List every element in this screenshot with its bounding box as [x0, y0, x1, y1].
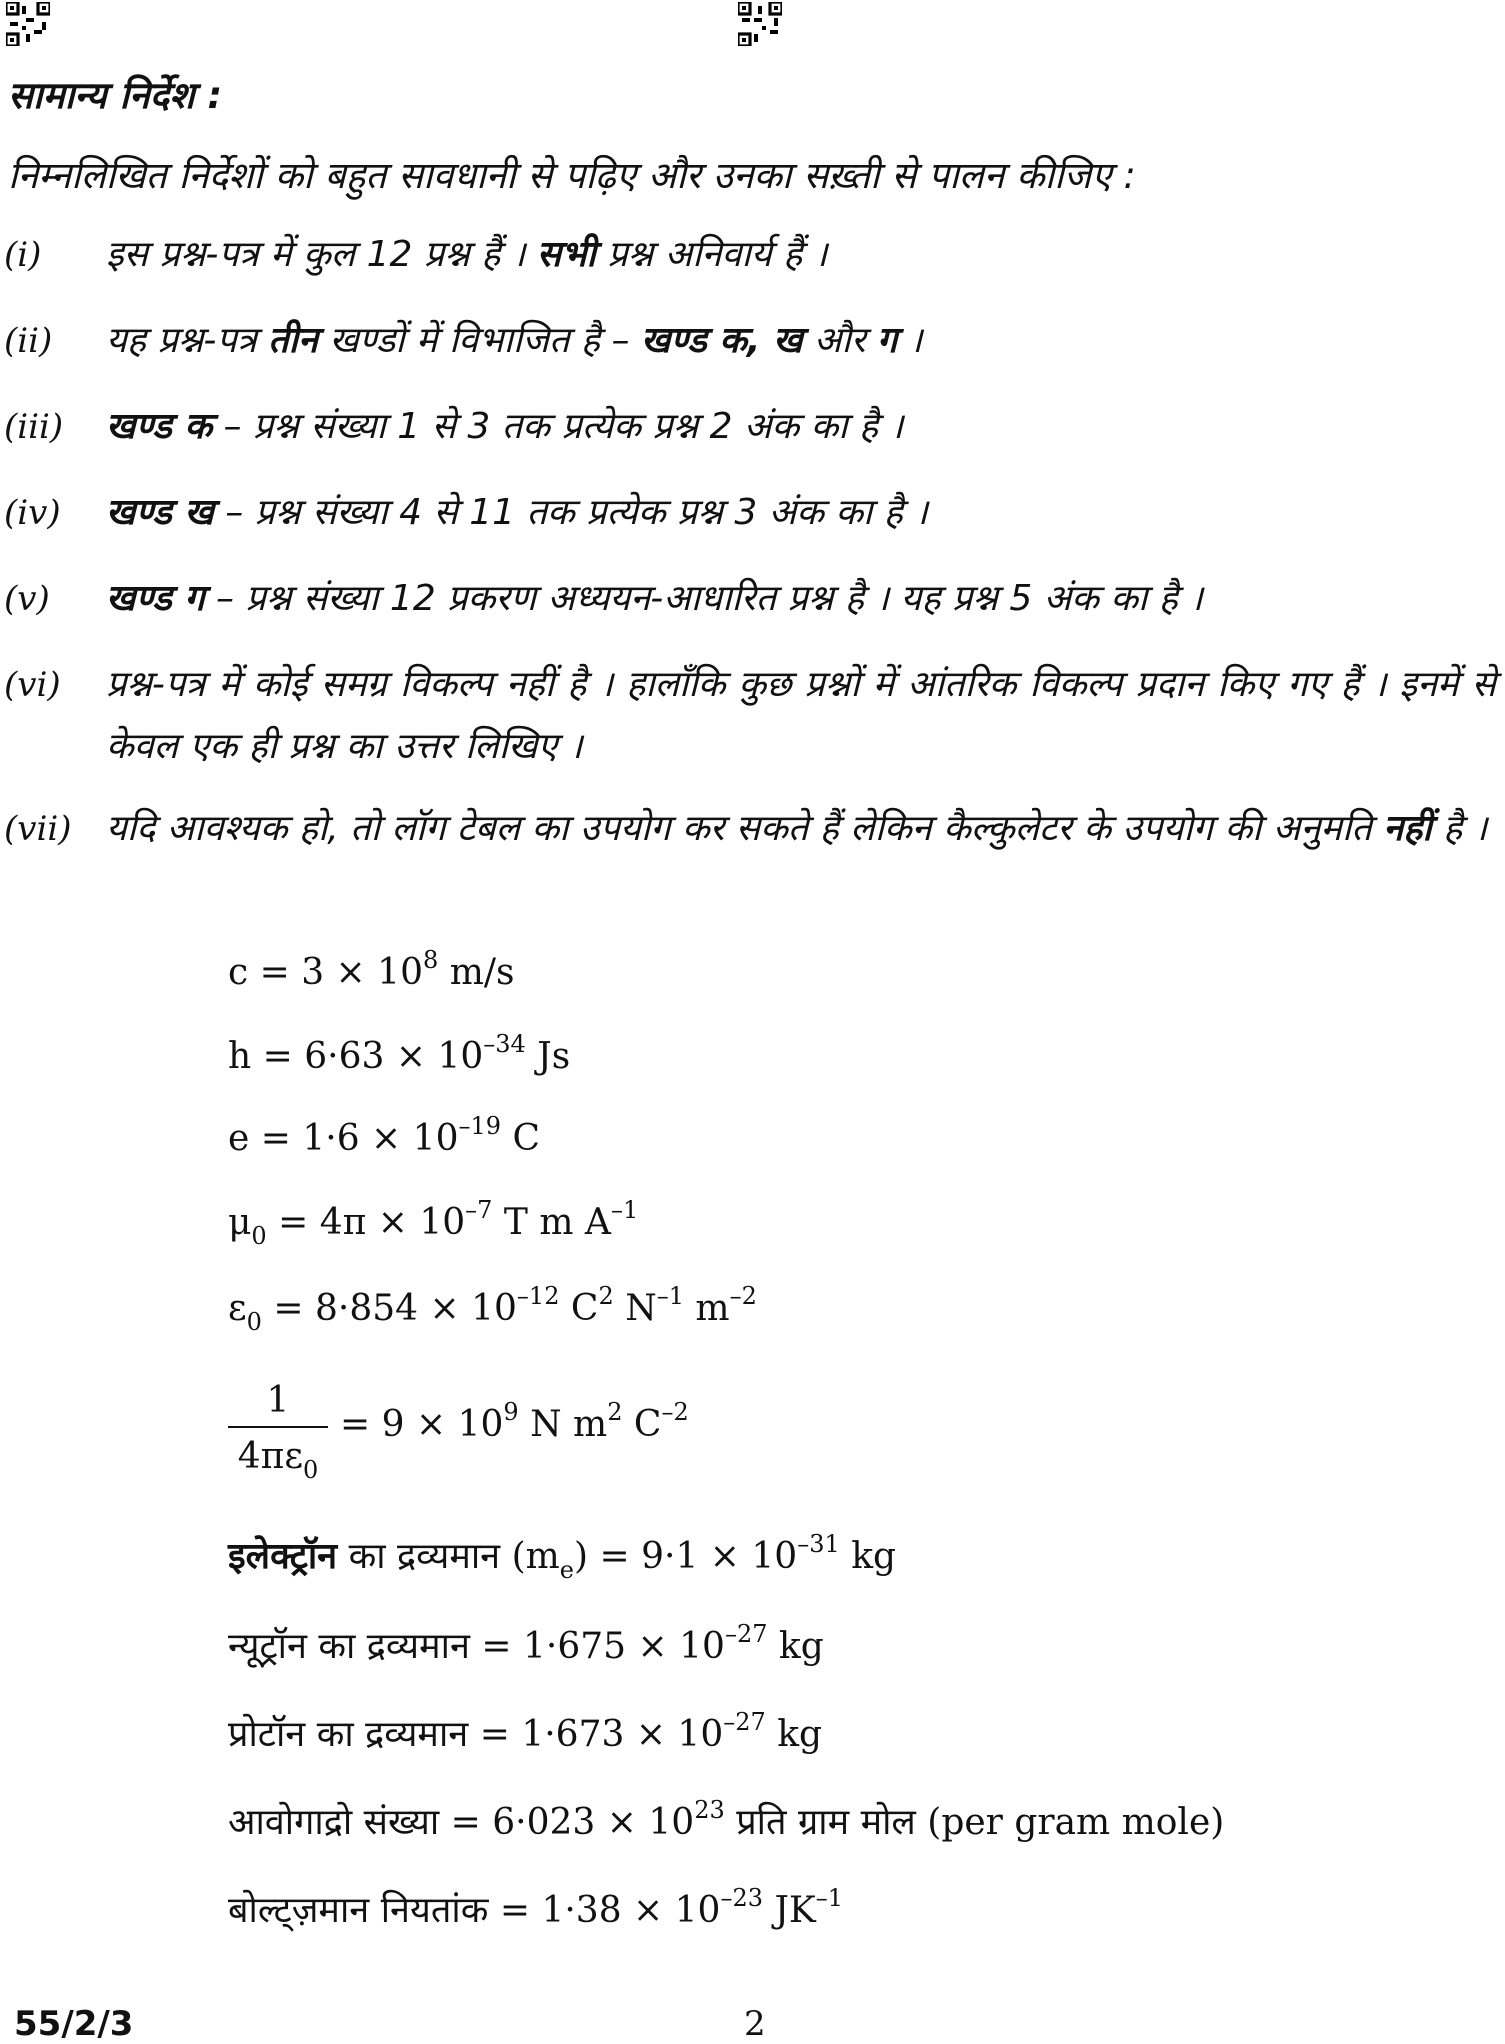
instruction-emphasis: तीन — [268, 320, 318, 361]
instruction-fragment: – प्रश्न संख्या 1 से 3 तक प्रत्येक प्रश्न 2 अंक का है । — [212, 406, 904, 447]
constant-coulomb: 1 $4\pi\varepsilon_0$ = $9 \times 10^9$ N $m^2$ $C^{-2}$ — [228, 1378, 928, 1488]
instruction-text — [106, 482, 1496, 544]
constant-electron-mass: इलेक्ट्रॉन का द्रव्यमान $(m_e) = 9\cdot 1 \times 10^{-31}$ kg — [228, 1530, 897, 1584]
instruction-emphasis: खण्ड क — [106, 406, 212, 447]
instruction-emphasis: खण्ड ख — [106, 492, 214, 533]
instruction-fragment: है । — [1431, 808, 1488, 849]
constant-permittivity: $\varepsilon_0 = 8\cdot 854 \times 10^{-12}$ $C^2$ $N^{-1}$ $m^{-2}$ — [228, 1282, 757, 1336]
instruction-emphasis: खण्ड ग — [106, 578, 205, 619]
instruction-number: (iv) — [4, 493, 61, 533]
instruction-number: (v) — [4, 579, 50, 619]
constant-neutron-mass: न्यूट्रॉन का द्रव्यमान = $1\cdot 675 \times 10^{-27}$ kg — [228, 1620, 824, 1667]
paper-code: 55/2/3 — [14, 2004, 134, 2044]
instruction-fragment: । — [897, 320, 923, 361]
instruction-emphasis: सभी — [536, 234, 596, 275]
instruction-number: (vi) — [4, 665, 61, 705]
instruction-number: (ii) — [4, 321, 53, 361]
instruction-number: (iii) — [4, 407, 64, 447]
instruction-number: (i) — [4, 235, 42, 275]
instruction-emphasis: ग — [877, 320, 898, 361]
general-instructions-heading: सामान्य निर्देश : — [8, 74, 223, 117]
instruction-emphasis: खण्ड क, ख — [640, 320, 803, 361]
instruction-number: (vii) — [4, 809, 72, 849]
instruction-fragment: यह प्रश्न-पत्र — [106, 320, 269, 361]
instruction-fragment: और — [802, 320, 878, 361]
instruction-fragment: इस प्रश्न-पत्र में कुल 12 प्रश्न हैं । — [106, 234, 537, 275]
instruction-fragment: खण्डों में विभाजित है – — [317, 320, 641, 361]
constant-boltzmann: बोल्ट्ज़मान नियतांक = $1\cdot 38 \times 10^{-23}$ $JK^{-1}$ — [228, 1884, 844, 1931]
instruction-text — [106, 798, 1496, 860]
instruction-text — [106, 396, 1496, 458]
instruction-text — [106, 310, 1496, 372]
qr-code-icon — [6, 2, 50, 46]
instruction-fragment: – प्रश्न संख्या 12 प्रकरण अध्ययन-आधारित प्रश्न है । यह प्रश्न 5 अंक का है । — [204, 578, 1203, 619]
page-number: 2 — [744, 2004, 766, 2044]
fraction: 1 $4\pi\varepsilon_0$ — [228, 1378, 328, 1480]
constant-avogadro: आवोगाद्रो संख्या = $6\cdot 023 \times 10^{23}$ प्रति ग्राम मोल (per gram mole) — [228, 1796, 1225, 1843]
qr-code-icon — [738, 2, 782, 46]
instruction-fragment: यदि आवश्यक हो, तो लॉग टेबल का उपयोग कर सकते हैं लेकिन कैल्कुलेटर के उपयोग की अनुमति — [106, 808, 1384, 849]
instructions-intro: निम्नलिखित निर्देशों को बहुत सावधानी से पढ़िए और उनका सख़्ती से पालन कीजिए : — [8, 154, 1136, 197]
constant-proton-mass: प्रोटॉन का द्रव्यमान = $1\cdot 673 \times 10^{-27}$ kg — [228, 1708, 823, 1755]
instruction-text — [106, 654, 1496, 778]
constant-electron-charge: $e = 1\cdot 6 \times 10^{-19}$ C — [228, 1112, 541, 1159]
instruction-emphasis: नहीं — [1383, 808, 1432, 849]
constant-speed-of-light: $c = 3 \times 10^8$ m/s — [228, 946, 515, 993]
instruction-fragment: प्रश्न-पत्र में कोई समग्र विकल्प नहीं है । हालाँकि कुछ प्रश्नों में आंतरिक विकल्प प्रदान किए गए हैं । इनमें से केवल एक ही प्रश्न का उत्तर लिखिए । — [106, 664, 1496, 767]
instruction-text — [106, 568, 1496, 630]
constant-planck: $h = 6\cdot 63 \times 10^{-34}$ Js — [228, 1030, 571, 1077]
instruction-fragment: प्रश्न अनिवार्य हैं । — [595, 234, 828, 275]
instruction-text — [106, 224, 1496, 286]
constant-permeability: $\mu_0 = 4\pi \times 10^{-7}$ T m $A^{-1}$ — [228, 1196, 639, 1250]
instruction-fragment: – प्रश्न संख्या 4 से 11 तक प्रत्येक प्रश्न 3 अंक का है । — [213, 492, 928, 533]
